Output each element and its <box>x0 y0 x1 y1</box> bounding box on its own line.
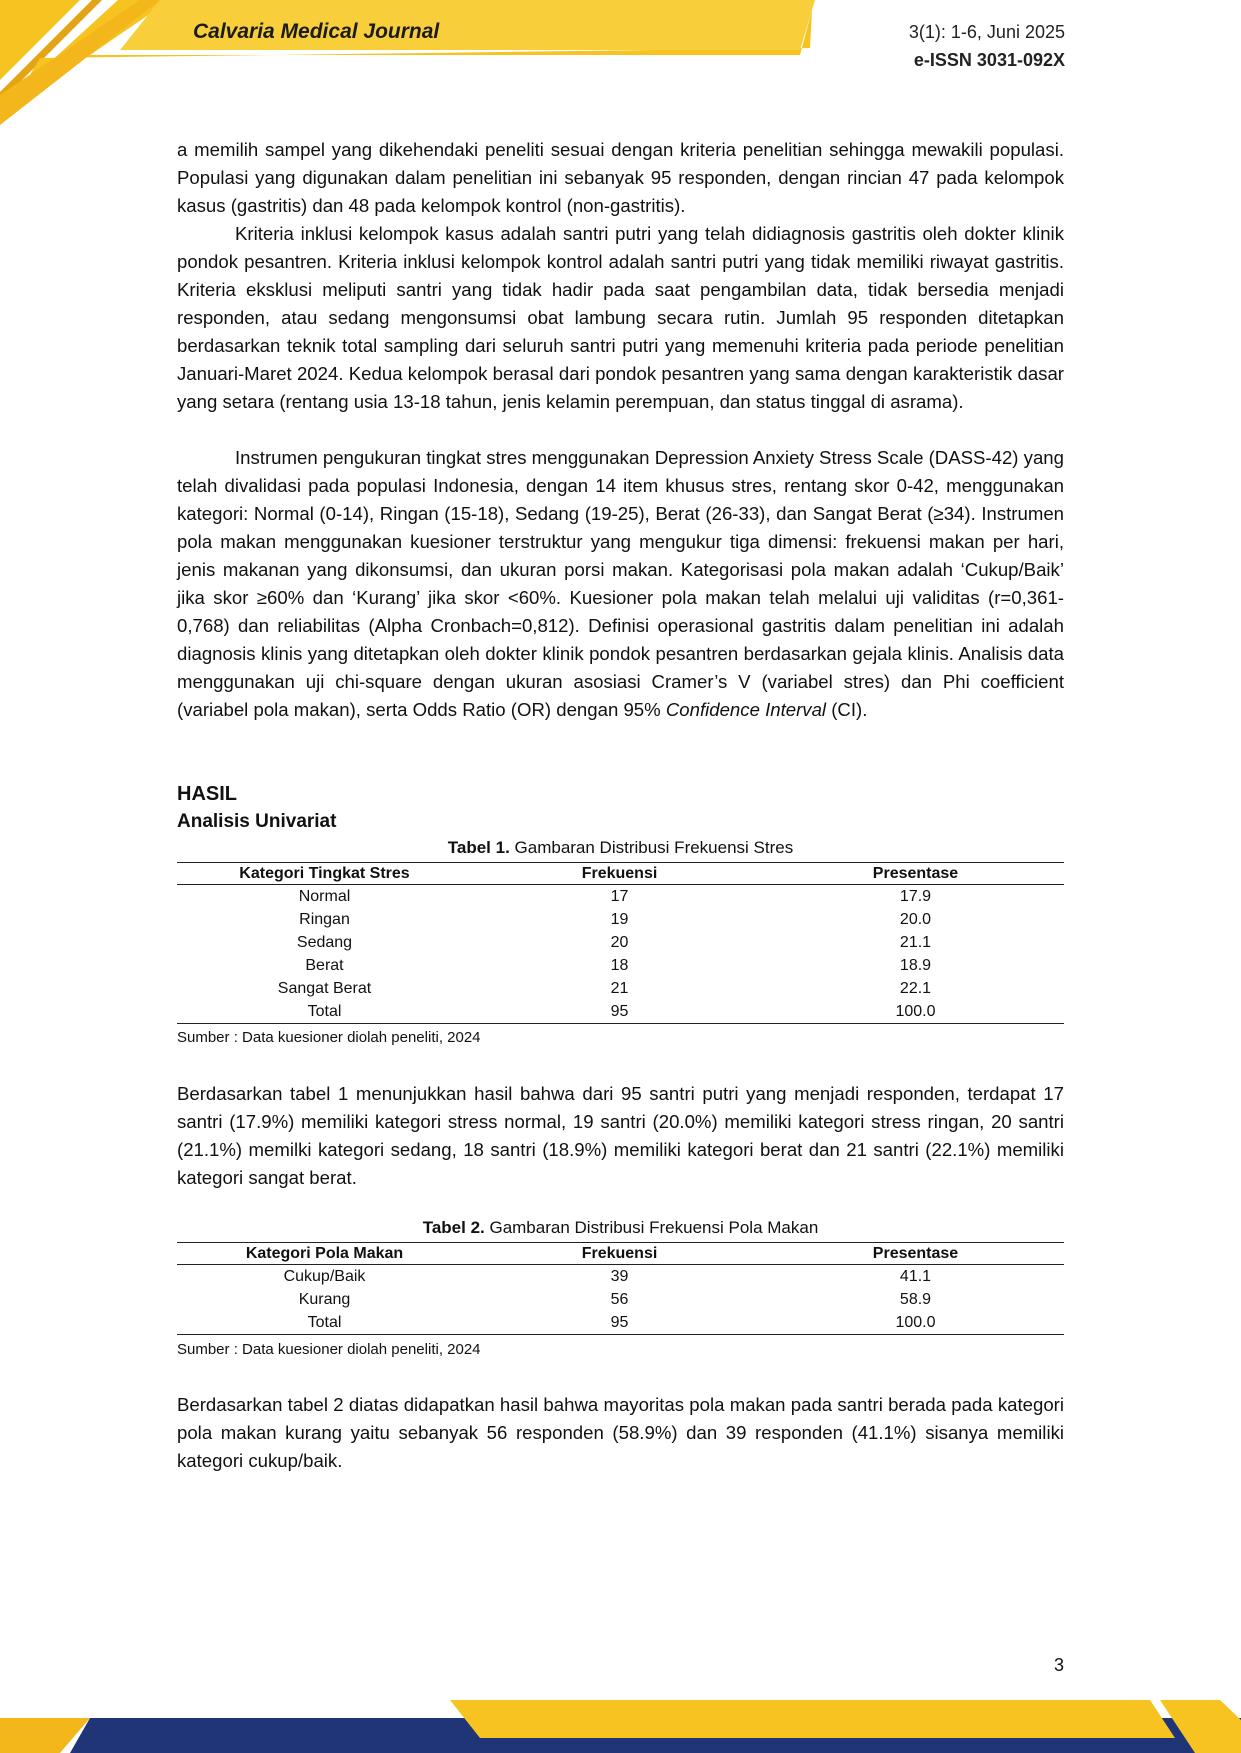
table2-caption-text: Gambaran Distribusi Frekuensi Pola Makan <box>484 1218 819 1237</box>
table1-header-row <box>177 863 1064 885</box>
paragraph-sampling: a memilih sampel yang dikehendaki peneliti sesuai dengan kriteria penelitian sehingga mewakili populasi. Populasi yang digunakan dalam penelitian ini sebanyak 95 responden, dengan rincian 47 pada kelompok kasus (gastritis) dan 48 pada kelompok kontrol (non-gastritis). <box>177 139 1064 216</box>
table-cell: Total <box>307 1314 342 1331</box>
table2-label: Tabel 2. <box>422 1218 485 1237</box>
table1-header: Presentase <box>872 865 959 882</box>
table-cell: Ringan <box>299 911 350 928</box>
table2-header-row <box>177 1243 1064 1265</box>
table-row <box>177 1000 1064 1024</box>
table2-header: Frekuensi <box>581 1245 658 1262</box>
table-cell: 58.9 <box>899 1291 932 1308</box>
table-row <box>177 1311 1064 1335</box>
paragraph-table2-summary: Berdasarkan tabel 2 diatas didapatkan hasil bahwa mayoritas pola makan pada santri berada pada kategori pola makan kurang yaitu sebanyak 56 responden (58.9%) dan 39 responden (41.1%) sisanya memiliki kategori cukup/baik. <box>177 1394 1064 1471</box>
instrument-text: Instrumen pengukuran tingkat stres menggunakan Depression Anxiety Stress Scale (DASS-42) yang telah divalidasi pada populasi Indonesia, dengan 14 item khusus stres, rentang skor 0-42, menggunakan kategori: Normal (0-14), Ringan (15-18), Sedang (19-25), Berat (26-33), dan Sangat Berat (≥34). Instrumen pola makan menggunakan kuesioner terstruktur yang mengukur tiga dimensi: frekuensi makan per hari, jenis makanan yang dikonsumsi, dan ukuran porsi makan. Kategorisasi pola makan adalah ‘Cukup/Baik’ jika skor ≥60% dan ‘Kurang’ jika skor <60%. Kuesioner pola makan telah melalui uji validitas (r=0,361-0,768) dan reliabilitas (Alpha Cronbach=0,812). Definisi operasional gastritis dalam penelitian ini adalah diagnosis klinis yang ditetapkan oleh dokter klinik pondok pesantren berdasarkan gejala klinis. Analisis data menggunakan uji chi-square dengan ukuran asosiasi Cramer’s V (variabel stres) dan Phi coefficient (variabel pola makan), serta Odds Ratio (OR) dengan 95% <box>177 447 1064 720</box>
table-cell: Sangat Berat <box>277 980 372 997</box>
table2-header: Presentase <box>872 1245 959 1262</box>
table-cell: 19 <box>610 911 629 928</box>
table-row <box>177 954 1064 977</box>
table2 <box>177 1242 1064 1335</box>
table-cell: 21.1 <box>899 934 932 951</box>
table-row <box>177 885 1064 909</box>
table-row <box>177 908 1064 931</box>
paragraph-instrument <box>177 444 1064 724</box>
table-cell: Sedang <box>296 934 353 951</box>
footer-decoration <box>0 1700 1241 1753</box>
heading-hasil: HASIL <box>177 783 237 805</box>
issn: e-ISSN 3031-092X <box>913 50 1065 70</box>
table-row <box>177 1265 1064 1289</box>
paragraph-criteria: Kriteria inklusi kelompok kasus adalah santri putri yang telah didiagnosis gastritis oleh dokter klinik pondok pesantren. Kriteria inklusi kelompok kontrol adalah santri putri yang tidak memiliki riwayat gastritis. Kriteria eksklusi meliputi santri yang tidak hadir pada saat pengambilan data, tidak bersedia menjadi responden, atau sedang mengonsumsi obat lambung secara rutin. Jumlah 95 responden ditetapkan berdasarkan teknik total sampling dari seluruh santri putri yang memenuhi kriteria pada periode penelitian Januari-Maret 2024. Kedua kelompok berasal dari pondok pesantren yang sama dengan karakteristik dasar yang setara (rentang usia 13-18 tahun, jenis kelamin perempuan, dan status tinggal di asrama). <box>177 223 1064 412</box>
table-cell: 17 <box>610 888 629 905</box>
table-cell: 18 <box>610 957 629 974</box>
table-row <box>177 1288 1064 1311</box>
table-cell: 39 <box>610 1268 629 1285</box>
table-cell: 100.0 <box>895 1003 936 1020</box>
table1-caption <box>177 838 1064 858</box>
table1-caption-text: Gambaran Distribusi Frekuensi Stres <box>509 838 794 857</box>
instrument-italic: Confidence Interval <box>665 699 827 720</box>
table-cell: 22.1 <box>899 980 932 997</box>
table-cell: 100.0 <box>895 1314 936 1331</box>
table1-source: Sumber : Data kuesioner diolah peneliti, 2024 <box>177 1029 481 1046</box>
table-cell: Berat <box>305 957 344 974</box>
table2-header: Kategori Pola Makan <box>245 1245 404 1262</box>
table-cell: 18.9 <box>899 957 932 974</box>
table1-label: Tabel 1. <box>447 838 510 857</box>
heading-univariat: Analisis Univariat <box>177 811 337 832</box>
table1 <box>177 862 1064 1024</box>
header-decoration <box>0 0 820 125</box>
table-cell: Normal <box>298 888 351 905</box>
table-cell: Kurang <box>298 1291 351 1308</box>
table-cell: Total <box>307 1003 342 1020</box>
table-cell: 20 <box>610 934 629 951</box>
table-cell: 21 <box>610 980 629 997</box>
journal-title: Calvaria Medical Journal <box>193 20 440 43</box>
table2-source: Sumber : Data kuesioner diolah peneliti, 2024 <box>177 1341 481 1358</box>
table2-caption <box>177 1218 1064 1238</box>
table-cell: 20.0 <box>899 911 932 928</box>
table-row <box>177 977 1064 1000</box>
table-cell: Cukup/Baik <box>283 1268 366 1285</box>
table-cell: 17.9 <box>899 888 932 905</box>
paragraph-table1-summary: Berdasarkan tabel 1 menunjukkan hasil bahwa dari 95 santri putri yang menjadi responden, terdapat 17 santri (17.9%) memiliki kategori stress normal, 19 santri (20.0%) memiliki kategori stress ringan, 20 santri (21.1%) memilki kategori sedang, 18 santri (18.9%) memiliki kategori berat dan 21 santri (22.1%) memiliki kategori sangat berat. <box>177 1083 1064 1188</box>
table-cell: 56 <box>610 1291 629 1308</box>
instrument-tail: (CI). <box>826 699 868 720</box>
table-cell: 95 <box>610 1003 629 1020</box>
table-row <box>177 931 1064 954</box>
table-cell: 95 <box>610 1314 629 1331</box>
table1-header: Frekuensi <box>581 865 658 882</box>
table1-header: Kategori Tingkat Stres <box>239 865 410 882</box>
table-cell: 41.1 <box>899 1268 932 1285</box>
volume-info: 3(1): 1-6, Juni 2025 <box>908 22 1065 42</box>
page-number: 3 <box>1053 1655 1064 1675</box>
